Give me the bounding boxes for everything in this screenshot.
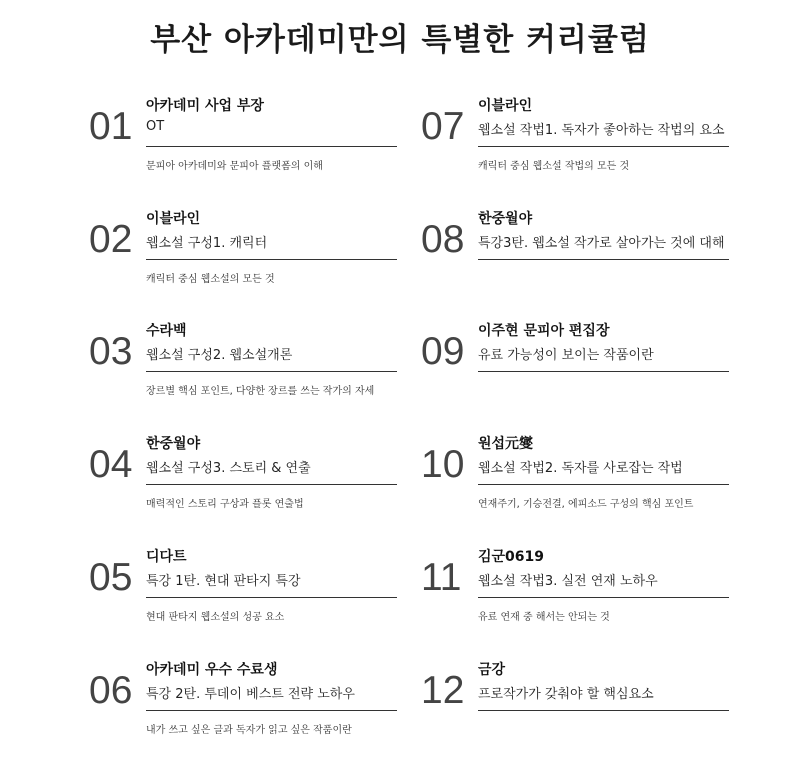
divider — [478, 371, 729, 372]
instructor-name: 원섭元燮 — [478, 436, 534, 452]
lecture-description: 연재주기, 기승전결, 에피소드 구성의 핵심 포인트 — [478, 499, 694, 510]
curriculum-item-04 — [89, 433, 419, 543]
instructor-name: 이블라인 — [478, 98, 533, 114]
lecture-description: 장르별 핵심 포인트, 다양한 장르를 쓰는 작가의 자세 — [146, 386, 375, 397]
lecture-description: 캐릭터 중심 웹소설의 모든 것 — [146, 274, 275, 285]
lecture-description: 문피아 아카데미와 문피아 플랫폼의 이해 — [146, 161, 323, 172]
item-number: 09 — [421, 330, 465, 373]
instructor-name: 수라백 — [146, 323, 187, 339]
item-number: 07 — [421, 105, 465, 148]
divider — [146, 597, 397, 598]
lecture-description: 유료 연재 중 해서는 안되는 것 — [478, 612, 610, 623]
instructor-name: 이블라인 — [146, 211, 201, 227]
item-number: 04 — [89, 443, 133, 486]
curriculum-item-06 — [89, 659, 419, 769]
instructor-name: 한중월야 — [478, 211, 533, 227]
instructor-name: 이주현 문피아 편집장 — [478, 323, 610, 339]
instructor-name: 아카데미 사업 부장 — [146, 98, 264, 114]
curriculum-item-07 — [421, 95, 751, 205]
curriculum-item-03 — [89, 320, 419, 430]
curriculum-item-02 — [89, 208, 419, 318]
page-title: 부산 아카데미만의 특별한 커리큘럼 — [150, 22, 650, 58]
lecture-topic: OT — [146, 119, 165, 134]
divider — [478, 710, 729, 711]
lecture-topic: 유료 가능성이 보이는 작품이란 — [478, 348, 654, 363]
lecture-topic: 웹소설 구성2. 웹소설개론 — [146, 348, 293, 363]
instructor-name: 김군0619 — [478, 549, 545, 565]
lecture-topic: 웹소설 작법1. 독자가 좋아하는 작법의 요소 — [478, 123, 725, 138]
item-number: 01 — [89, 105, 133, 148]
divider — [146, 371, 397, 372]
item-number: 11 — [421, 556, 462, 599]
instructor-name: 디다트 — [146, 549, 187, 565]
item-number: 05 — [89, 556, 133, 599]
divider — [146, 146, 397, 147]
item-number: 02 — [89, 218, 133, 261]
curriculum-item-10 — [421, 433, 751, 543]
lecture-topic: 웹소설 작법2. 독자를 사로잡는 작법 — [478, 461, 683, 476]
item-number: 12 — [421, 669, 465, 712]
curriculum-item-05 — [89, 546, 419, 656]
curriculum-item-09 — [421, 320, 751, 430]
curriculum-item-08 — [421, 208, 751, 318]
instructor-name: 금강 — [478, 662, 506, 678]
lecture-description: 내가 쓰고 싶은 글과 독자가 읽고 싶은 작품이란 — [146, 725, 352, 736]
divider — [478, 146, 729, 147]
item-number: 03 — [89, 330, 133, 373]
divider — [478, 597, 729, 598]
instructor-name: 한중월야 — [146, 436, 201, 452]
divider — [478, 484, 729, 485]
divider — [146, 259, 397, 260]
curriculum-item-12 — [421, 659, 751, 769]
curriculum-item-01 — [89, 95, 419, 205]
lecture-topic: 특강3탄. 웹소설 작가로 살아가는 것에 대해 — [478, 236, 725, 251]
item-number: 06 — [89, 669, 133, 712]
lecture-description: 현대 판타지 웹소설의 성공 요소 — [146, 612, 285, 623]
divider — [146, 484, 397, 485]
lecture-topic: 웹소설 작법3. 실전 연재 노하우 — [478, 574, 658, 589]
lecture-topic: 특강 2탄. 투데이 베스트 전략 노하우 — [146, 687, 355, 702]
lecture-topic: 특강 1탄. 현대 판타지 특강 — [146, 574, 301, 589]
instructor-name: 아카데미 우수 수료생 — [146, 662, 278, 678]
item-number: 10 — [421, 443, 465, 486]
divider — [146, 710, 397, 711]
lecture-description: 매력적인 스토리 구상과 플롯 연출법 — [146, 499, 304, 510]
divider — [478, 259, 729, 260]
curriculum-item-11 — [421, 546, 751, 656]
lecture-topic: 웹소설 구성3. 스토리 & 연출 — [146, 461, 311, 476]
item-number: 08 — [421, 218, 465, 261]
lecture-topic: 프로작가가 갖춰야 할 핵심요소 — [478, 687, 654, 702]
lecture-topic: 웹소설 구성1. 캐릭터 — [146, 236, 268, 251]
lecture-description: 캐릭터 중심 웹소설 작법의 모든 것 — [478, 161, 630, 172]
